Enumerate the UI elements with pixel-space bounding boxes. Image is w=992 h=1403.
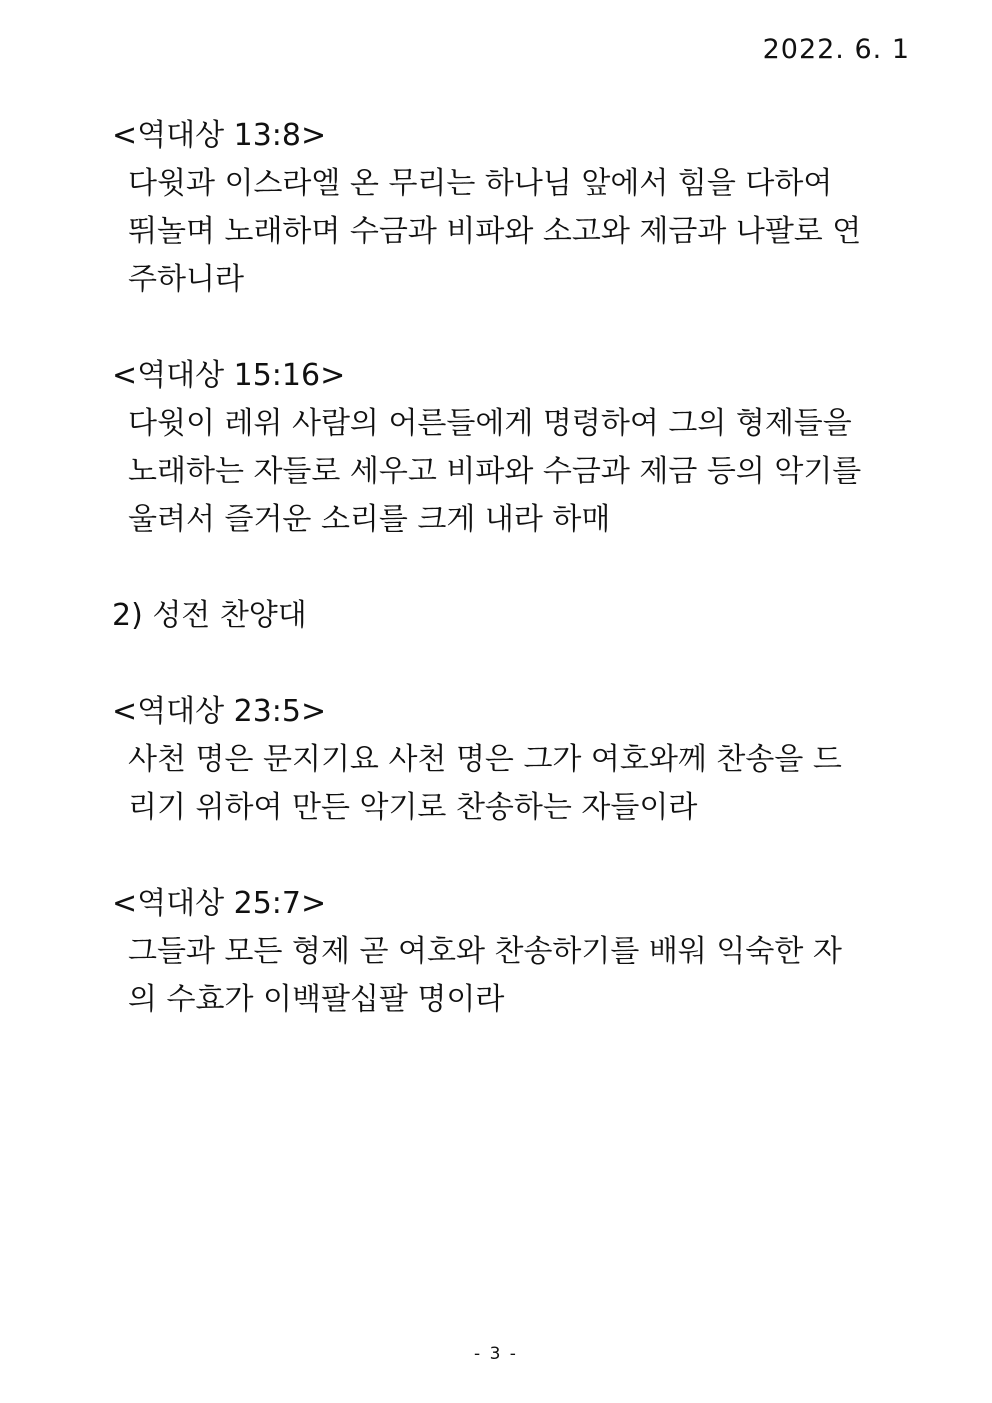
scripture-reference: <역대상 23:5> <box>112 694 327 729</box>
verse-line: 다윗과 이스라엘 온 무리는 하나님 앞에서 힘을 다하여 <box>128 166 833 201</box>
page-number: - 3 - <box>474 1344 518 1364</box>
document-date: 2022. 6. 1 <box>762 34 910 65</box>
scripture-verse <box>128 400 912 544</box>
document-body <box>112 112 912 1024</box>
verse-line: 뛰놀며 노래하며 수금과 비파와 소고와 제금과 나팔로 연 <box>128 214 862 249</box>
verse-line: 울려서 즐거운 소리를 크게 내라 하매 <box>128 502 611 537</box>
scripture-reference: <역대상 13:8> <box>112 118 327 153</box>
verse-line: 리기 위하여 만든 악기로 찬송하는 자들이라 <box>128 790 698 825</box>
verse-line: 그들과 모든 형제 곧 여호와 찬송하기를 배워 익숙한 자 <box>128 934 842 969</box>
scripture-reference: <역대상 25:7> <box>112 886 327 921</box>
section-heading: 2) 성전 찬양대 <box>112 598 307 633</box>
verse-line: 다윗이 레위 사람의 어른들에게 명령하여 그의 형제들을 <box>128 406 852 441</box>
verse-line: 주하니라 <box>128 262 244 297</box>
scripture-verse <box>128 736 912 832</box>
verse-line: 노래하는 자들로 세우고 비파와 수금과 제금 등의 악기를 <box>128 454 862 489</box>
spacer <box>112 544 912 592</box>
scripture-verse <box>128 160 912 304</box>
spacer <box>112 832 912 880</box>
scripture-reference: <역대상 15:16> <box>112 358 346 393</box>
verse-line: 사천 명은 문지기요 사천 명은 그가 여호와께 찬송을 드 <box>128 742 842 777</box>
spacer <box>112 640 912 688</box>
verse-line: 의 수효가 이백팔십팔 명이라 <box>128 982 505 1017</box>
spacer <box>112 304 912 352</box>
scripture-verse <box>128 928 912 1024</box>
